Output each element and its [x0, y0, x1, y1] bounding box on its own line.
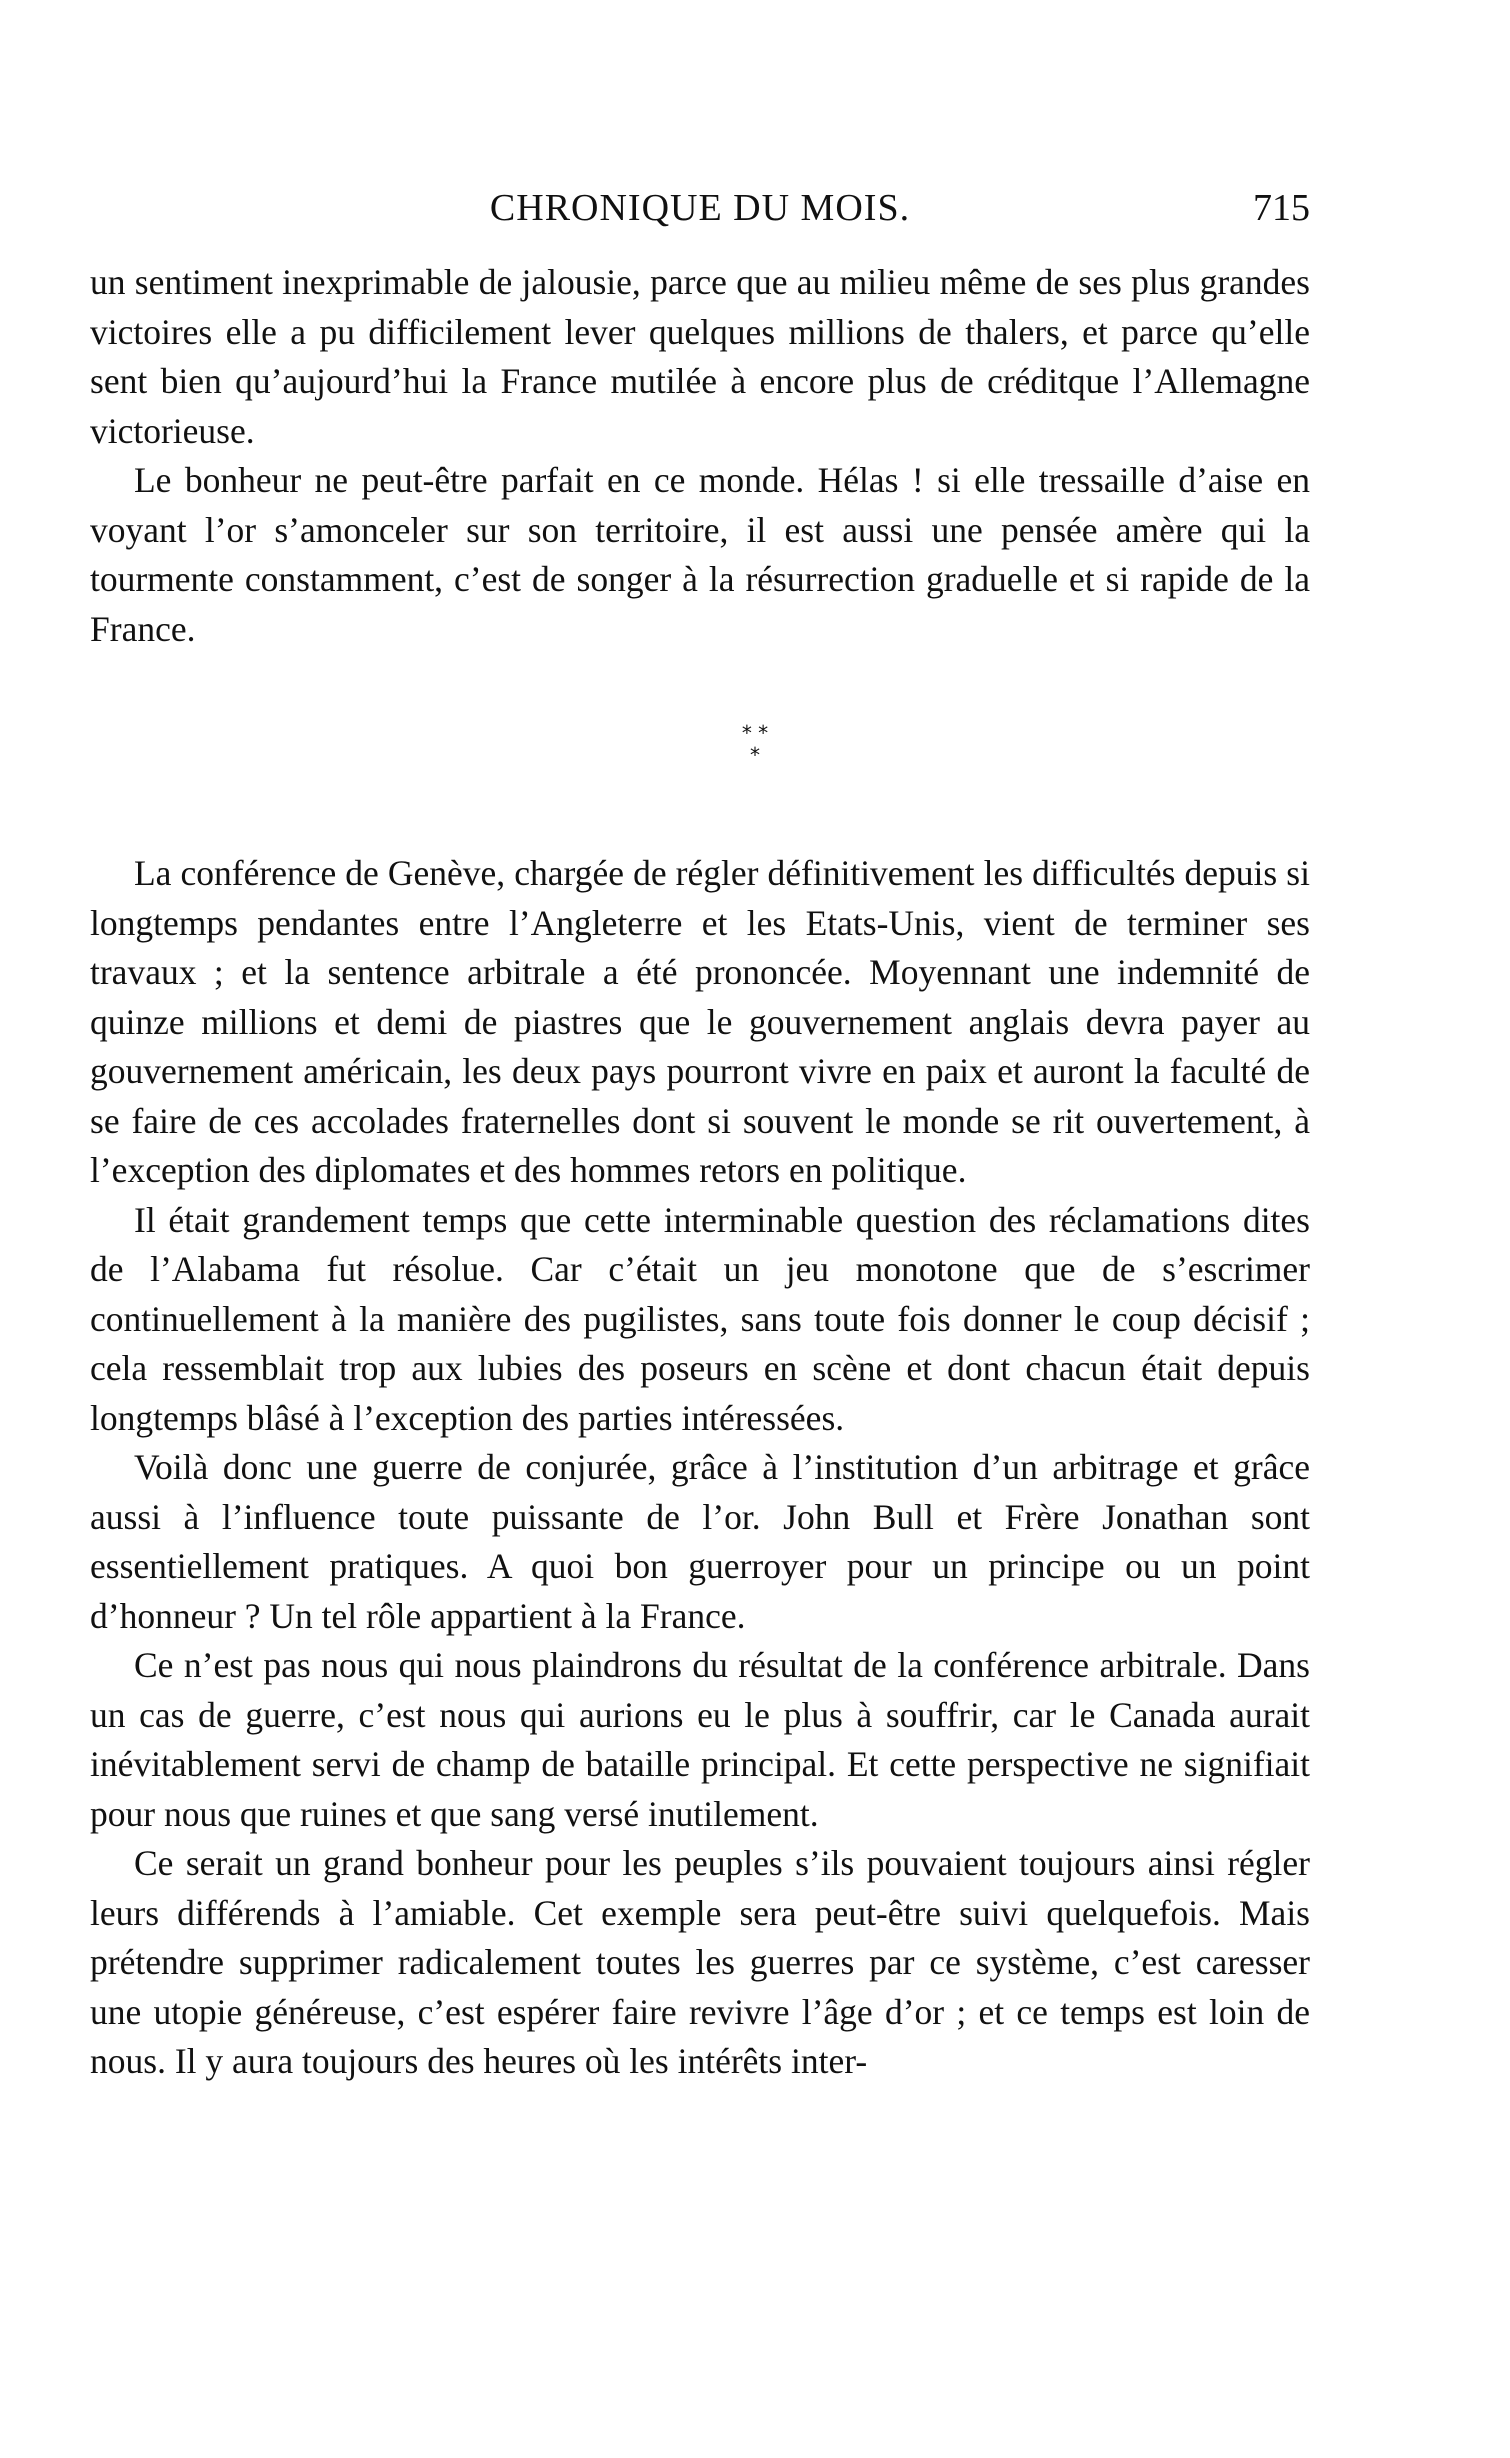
text-block-1	[90, 258, 1310, 654]
page-number: 715	[1253, 187, 1310, 229]
separator-top-stars: * *	[741, 721, 769, 745]
separator-bottom-star: *	[750, 743, 760, 767]
paragraph: Voilà donc une guerre de conjurée, grâce à l’institution d’un arbitrage et grâce aussi à l’influence toute puissante de l’or. John Bull et Frère Jonathan sont essentiellement pratiques. A quoi bon guerroyer pour un principe ou un point d’honneur ? Un tel rôle appartient à la France.	[90, 1447, 1310, 1636]
paragraph: Ce serait un grand bonheur pour les peuples s’ils pouvaient toujours ainsi régler leurs différends à l’amiable. Cet exemple sera peut-être suivi quelquefois. Mais prétendre supprimer radicalement toutes les guerres par ce système, c’est caresser une utopie généreuse, c’est espérer faire revivre l’âge d’or ; et ce temps est loin de nous. Il y aura toujours des heures où les intérêts inter-	[90, 1843, 1310, 2081]
paragraph: un sentiment inexprimable de jalousie, parce que au milieu même de ses plus grandes victoires elle a pu difficilement lever quelques millions de thalers, et parce qu’elle sent bien qu’aujourd’hui la France mutilée à encore plus de créditque l’Allemagne victorieuse.	[90, 262, 1310, 451]
running-head	[90, 178, 1310, 238]
running-title: CHRONIQUE DU MOIS.	[489, 187, 911, 229]
paragraph: Il était grandement temps que cette interminable question des réclamations dites de l’Alabama fut résolue. Car c’était un jeu monotone que de s’escrimer continuellement à la manière des pugilistes, sans toute fois donner le coup décisif ; cela ressemblait trop aux lubies des poseurs en scène et dont chacun était depuis longtemps blâsé à l’exception des parties intéressées.	[90, 1199, 1310, 1438]
paragraph: Le bonheur ne peut-être parfait en ce monde. Hélas ! si elle tressaille d’aise en voyant l’or s’amonceler sur son territoire, il est aussi une pensée amère qui la tourmente constamment, c’est de songer à la résurrection graduelle et si rapide de la France.	[90, 460, 1310, 649]
paragraph: La conférence de Genève, chargée de régler définitivement les difficultés depuis si longtemps pendantes entre l’Angleterre et les Etats-Unis, vient de terminer ses travaux ; et la sentence arbitrale a été prononcée. Moyennant une indemnité de quinze millions et demi de piastres que le gouvernement anglais devra payer au gouvernement américain, les deux pays pourront vivre en paix et auront la faculté de se faire de ces accolades fraternelles dont si souvent le monde se rit ouvertement, à l’exception des diplomates et des hommes retors en politique.	[90, 853, 1310, 1190]
paragraph: Ce n’est pas nous qui nous plaindrons du résultat de la conférence arbitrale. Dans un cas de guerre, c’est nous qui aurions eu le plus à souffrir, car le Canada aurait inévitablement servi de champ de bataille principal. Et cette perspective ne signifiait pour nous que ruines et que sang versé inutilement.	[90, 1645, 1310, 1834]
section-separator	[0, 722, 1510, 766]
text-block-2	[90, 849, 1310, 2087]
